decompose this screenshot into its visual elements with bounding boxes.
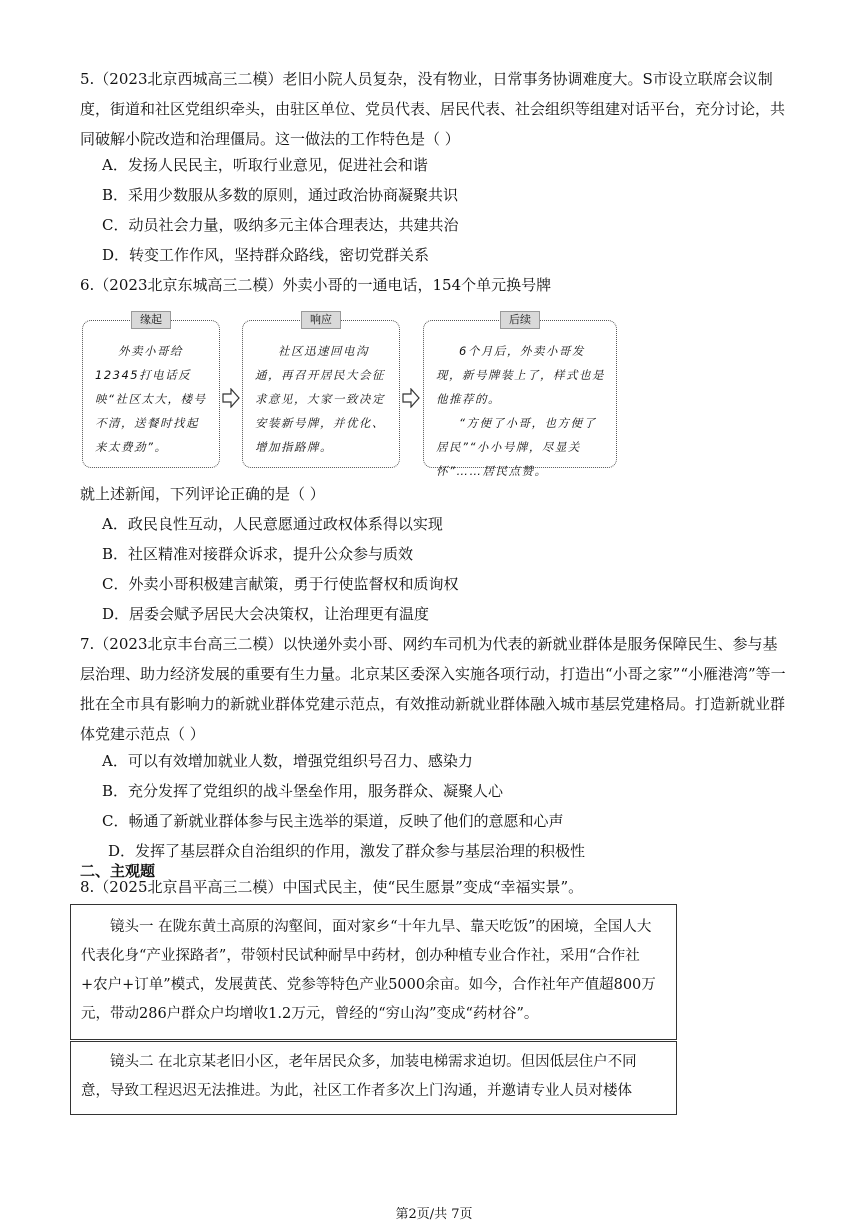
scene-1-text: 镜头一 在陇东黄土高原的沟壑间，面对家乡“十年九旱、靠天吃饭”的困境，全国人大代表化身“产业探路者”，带领村民试种耐旱中药材，创办种植专业合作社，采用“合作社+农户+订单”模式，发展黄芪、党参等特色产业5000余亩。如今，合作社年产值超800万元，带动286户群众户均增收1.2万元，曾经的“穷山沟”变成“药材谷”。 (81, 919, 656, 1022)
flow-text-response (255, 339, 389, 459)
q6-option-a: A．政民良性互动，人民意愿通过政权体系得以实现 (102, 515, 443, 533)
scene-2-text: 镜头二 在北京某老旧小区，老年居民众多，加装电梯需求迫切。但因低层住户不同意，导致工程迟迟无法推进。为此，社区工作者多次上门沟通，并邀请专业人员对楼体 (81, 1054, 637, 1099)
arrow-right-icon (222, 388, 240, 408)
flow-text-followup-p1: 6个月后，外卖小哥发现，新号牌装上了，样式也是他推荐的。 (436, 344, 605, 406)
flow-text-followup-p2: “方便了小哥，也方便了居民”“小小号牌，尽显关怀”……居民点赞。 (436, 416, 597, 478)
flow-tag-response: 响应 (301, 311, 341, 329)
section-title: 二、主观题 (80, 862, 156, 880)
flow-box-origin (82, 313, 220, 468)
flow-box-followup (423, 313, 617, 478)
arrow-right-icon (402, 388, 420, 408)
q6-option-d: D．居委会赋予居民大会决策权，让治理更有温度 (102, 605, 430, 623)
q8-stem: 8.（2025北京昌平高三二模）中国式民主，使“民生愿景”变成“幸福实景”。 (80, 878, 584, 896)
flow-tag-followup: 后续 (500, 311, 540, 329)
flow-text-response-p1: 社区迅速回电沟通，再召开居民大会征求意见，大家一致决定安装新号牌，并优化、增加指路牌。 (255, 344, 385, 454)
q5-stem: 5.（2023北京西城高三二模）老旧小院人员复杂，没有物业，日常事务协调难度大。S市设立联席会议制度，街道和社区党组织牵头，由驻区单位、党员代表、居民代表、社会组织等组建对话平台，充分讨论，共同破解小院改造和治理僵局。这一做法的工作特色是（ ） (80, 70, 786, 148)
flow-box-response (242, 313, 400, 468)
q7-option-d: D．发挥了基层群众自治组织的作用，激发了群众参与基层治理的积极性 (108, 842, 586, 860)
scene-box-1 (70, 904, 677, 1040)
q5-option-c: C．动员社会力量，吸纳多元主体合理表达，共建共治 (102, 216, 459, 234)
q7-stem: 7.（2023北京丰台高三二模）以快递外卖小哥、网约车司机为代表的新就业群体是服务保障民生、参与基层治理、助力经济发展的重要有生力量。北京某区委深入实施各项行动，打造出“小哥之家”“小雁港湾”等一批在全市具有影响力的新就业群体党建示范点，有效推动新就业群体融入城市基层党建格局。打造新就业群体党建示范点（ ） (80, 635, 786, 743)
flow-text-origin (95, 339, 209, 459)
q5-option-b: B．采用少数服从多数的原则，通过政治协商凝聚共识 (102, 186, 459, 204)
q6-option-b: B．社区精准对接群众诉求，提升公众参与质效 (102, 545, 414, 563)
q7-option-c: C．畅通了新就业群体参与民主选举的渠道，反映了他们的意愿和心声 (102, 812, 564, 830)
flow-text-origin-p1: 外卖小哥给12345打电话反映“社区太大，楼号不清，送餐时找起来太费劲”。 (95, 344, 207, 454)
flow-text-followup (436, 339, 606, 483)
q6-stem: 6.（2023北京东城高三二模）外卖小哥的一通电话，154个单元换号牌 (80, 276, 552, 294)
q5-option-d: D．转变工作作风，坚持群众路线，密切党群关系 (102, 246, 430, 264)
scene-box-2 (70, 1041, 677, 1115)
q6-question: 就上述新闻，下列评论正确的是（ ） (80, 485, 325, 503)
q7-option-a: A．可以有效增加就业人数，增强党组织号召力、感染力 (102, 752, 473, 770)
q5-option-a: A．发扬人民民主，听取行业意见，促进社会和谐 (102, 156, 428, 174)
page-number: 第2页/共 7页 (395, 1207, 473, 1222)
q7-option-b: B．充分发挥了党组织的战斗堡垒作用，服务群众、凝聚人心 (102, 782, 504, 800)
q6-option-c: C．外卖小哥积极建言献策，勇于行使监督权和质询权 (102, 575, 459, 593)
flow-tag-origin: 缘起 (131, 311, 171, 329)
